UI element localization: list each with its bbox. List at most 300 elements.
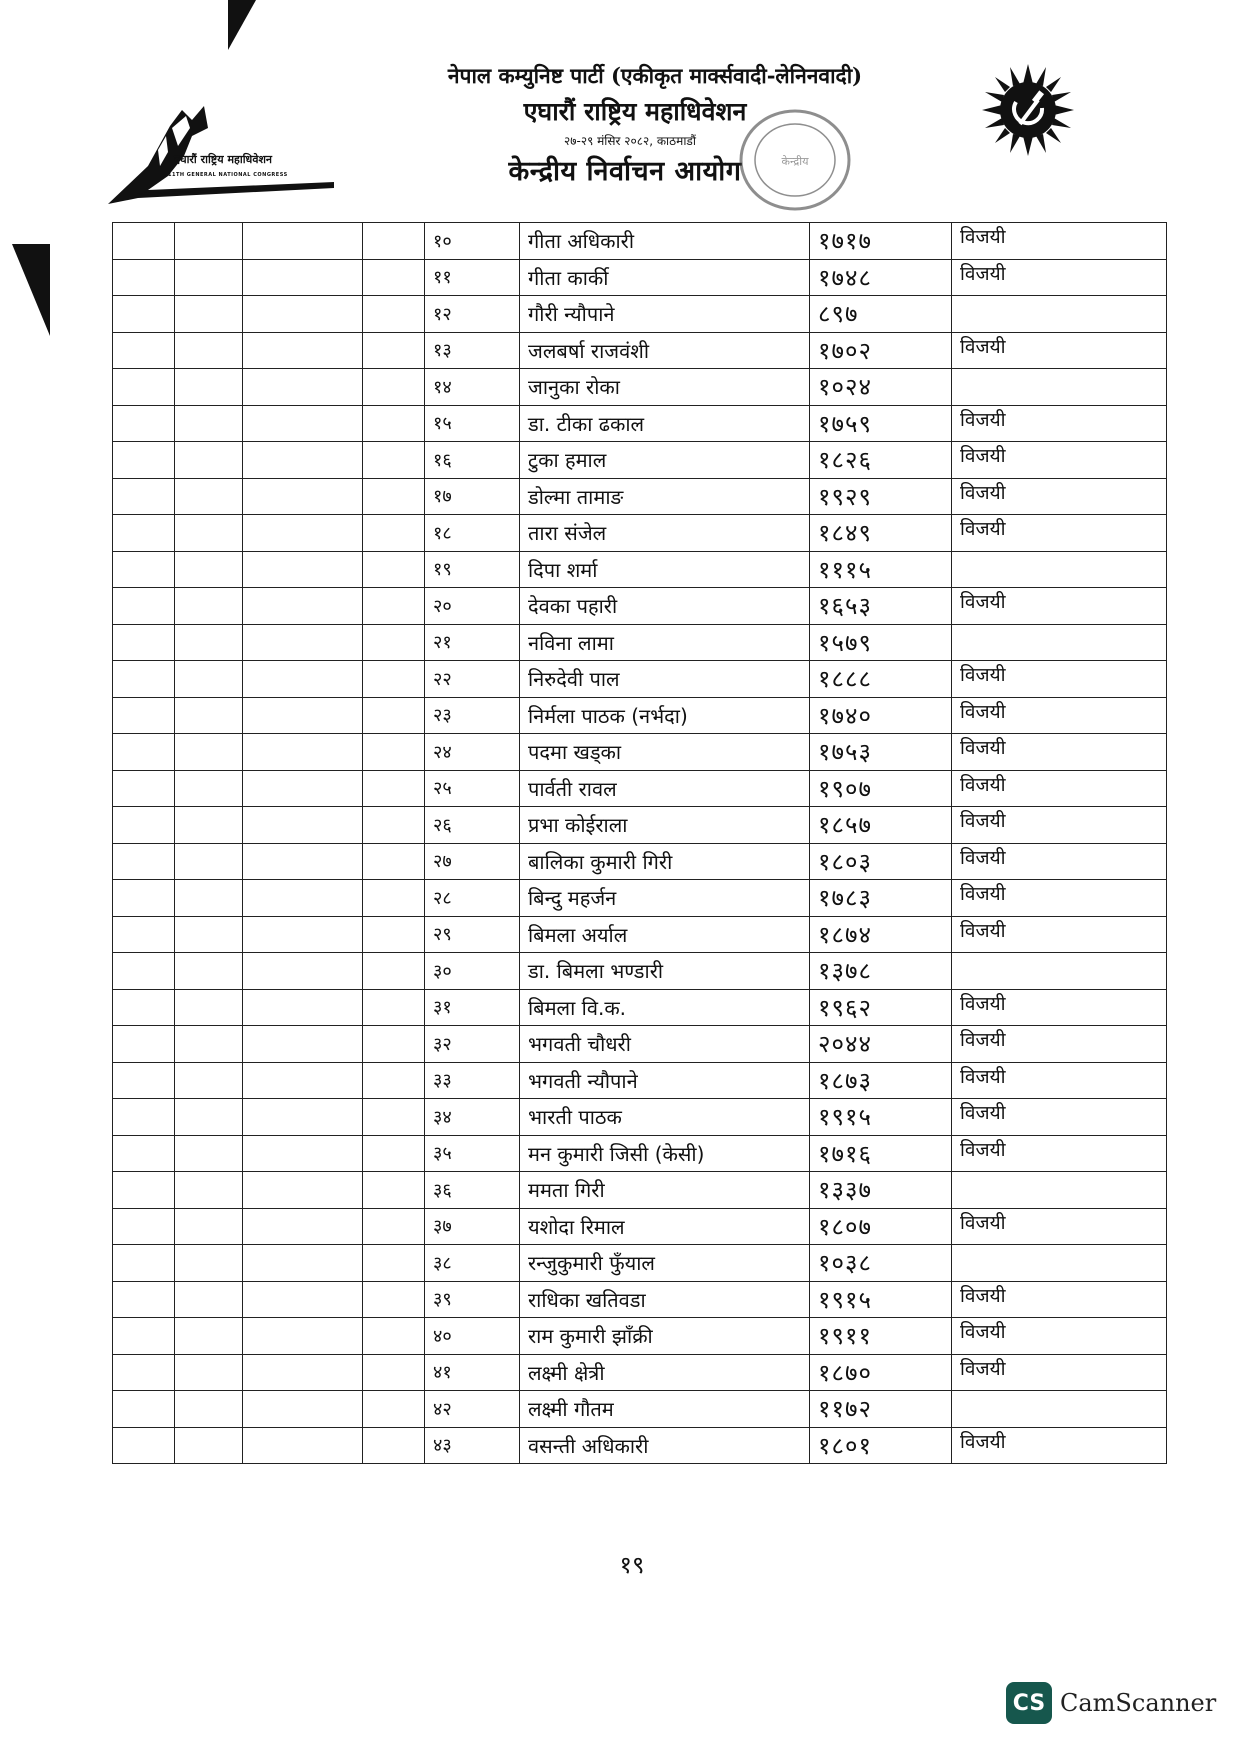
blank-cell bbox=[175, 1281, 243, 1318]
vote-count-cell: १८७० bbox=[810, 1354, 952, 1391]
result-status-cell bbox=[952, 624, 1167, 661]
vote-count-cell: १७५९ bbox=[810, 405, 952, 442]
blank-cell bbox=[363, 1245, 425, 1282]
blank-cell bbox=[363, 1026, 425, 1063]
serial-number-cell: ३६ bbox=[425, 1172, 520, 1209]
candidate-name-cell: लक्ष्मी क्षेत्री bbox=[520, 1354, 810, 1391]
blank-cell bbox=[363, 661, 425, 698]
blank-cell bbox=[243, 953, 363, 990]
serial-number-cell: २८ bbox=[425, 880, 520, 917]
candidate-name-cell: भगवती चौधरी bbox=[520, 1026, 810, 1063]
blank-cell bbox=[363, 624, 425, 661]
blank-cell bbox=[175, 1318, 243, 1355]
result-status-cell bbox=[952, 1172, 1167, 1209]
serial-number-cell: २७ bbox=[425, 843, 520, 880]
vote-count-cell: १११५ bbox=[810, 551, 952, 588]
table-row bbox=[113, 478, 1167, 515]
result-status-cell bbox=[952, 551, 1167, 588]
candidate-name-cell: पार्वती रावल bbox=[520, 770, 810, 807]
blank-cell bbox=[243, 296, 363, 333]
result-status-cell: विजयी bbox=[952, 661, 1167, 698]
blank-cell bbox=[175, 369, 243, 406]
vote-count-cell: १०२४ bbox=[810, 369, 952, 406]
blank-cell bbox=[363, 1135, 425, 1172]
blank-cell bbox=[363, 1391, 425, 1428]
blank-cell bbox=[175, 259, 243, 296]
serial-number-cell: ३४ bbox=[425, 1099, 520, 1136]
table-row bbox=[113, 697, 1167, 734]
blank-cell bbox=[363, 369, 425, 406]
vote-count-cell: १८८८ bbox=[810, 661, 952, 698]
blank-cell bbox=[113, 259, 175, 296]
blank-cell bbox=[175, 624, 243, 661]
serial-number-cell: ३० bbox=[425, 953, 520, 990]
result-status-cell bbox=[952, 369, 1167, 406]
blank-cell bbox=[243, 1099, 363, 1136]
serial-number-cell: ४२ bbox=[425, 1391, 520, 1428]
table-row bbox=[113, 223, 1167, 260]
blank-cell bbox=[363, 588, 425, 625]
result-status-cell: विजयी bbox=[952, 1026, 1167, 1063]
blank-cell bbox=[113, 697, 175, 734]
table-row bbox=[113, 1062, 1167, 1099]
blank-cell bbox=[113, 442, 175, 479]
camscanner-watermark bbox=[1006, 1682, 1216, 1724]
table-row bbox=[113, 661, 1167, 698]
blank-cell bbox=[243, 332, 363, 369]
blank-cell bbox=[243, 1245, 363, 1282]
blank-cell bbox=[363, 697, 425, 734]
result-status-cell: विजयी bbox=[952, 332, 1167, 369]
camscanner-label: CamScanner bbox=[1060, 1689, 1217, 1717]
blank-cell bbox=[363, 1318, 425, 1355]
result-status-cell: विजयी bbox=[952, 223, 1167, 260]
blank-cell bbox=[243, 916, 363, 953]
serial-number-cell: २५ bbox=[425, 770, 520, 807]
serial-number-cell: १६ bbox=[425, 442, 520, 479]
result-status-cell: विजयी bbox=[952, 916, 1167, 953]
table-row bbox=[113, 1318, 1167, 1355]
candidate-name-cell: बिमला अर्याल bbox=[520, 916, 810, 953]
vote-count-cell: १३३७ bbox=[810, 1172, 952, 1209]
table-row bbox=[113, 515, 1167, 552]
serial-number-cell: २१ bbox=[425, 624, 520, 661]
vote-count-cell: १८०३ bbox=[810, 843, 952, 880]
blank-cell bbox=[175, 551, 243, 588]
blank-cell bbox=[363, 880, 425, 917]
blank-cell bbox=[363, 770, 425, 807]
blank-cell bbox=[243, 259, 363, 296]
vote-count-cell: १०३८ bbox=[810, 1245, 952, 1282]
result-status-cell: विजयी bbox=[952, 807, 1167, 844]
candidate-name-cell: निर्मला पाठक (नर्भदा) bbox=[520, 697, 810, 734]
party-emblem bbox=[980, 62, 1076, 158]
result-status-cell: विजयी bbox=[952, 989, 1167, 1026]
result-status-cell: विजयी bbox=[952, 259, 1167, 296]
blank-cell bbox=[113, 1062, 175, 1099]
table-row bbox=[113, 880, 1167, 917]
blank-cell bbox=[243, 1281, 363, 1318]
blank-cell bbox=[113, 734, 175, 771]
blank-cell bbox=[113, 1026, 175, 1063]
serial-number-cell: ११ bbox=[425, 259, 520, 296]
vote-count-cell: १७१७ bbox=[810, 223, 952, 260]
blank-cell bbox=[175, 1208, 243, 1245]
blank-cell bbox=[175, 223, 243, 260]
blank-cell bbox=[113, 1391, 175, 1428]
blank-cell bbox=[243, 989, 363, 1026]
serial-number-cell: ३८ bbox=[425, 1245, 520, 1282]
candidate-name-cell: टुका हमाल bbox=[520, 442, 810, 479]
serial-number-cell: ३१ bbox=[425, 989, 520, 1026]
result-status-cell: विजयी bbox=[952, 1427, 1167, 1464]
blank-cell bbox=[113, 916, 175, 953]
blank-cell bbox=[175, 770, 243, 807]
blank-cell bbox=[175, 405, 243, 442]
serial-number-cell: २६ bbox=[425, 807, 520, 844]
serial-number-cell: १२ bbox=[425, 296, 520, 333]
blank-cell bbox=[113, 478, 175, 515]
blank-cell bbox=[113, 551, 175, 588]
blank-cell bbox=[113, 1318, 175, 1355]
blank-cell bbox=[243, 697, 363, 734]
result-status-cell bbox=[952, 1391, 1167, 1428]
blank-cell bbox=[113, 405, 175, 442]
candidate-name-cell: गीता अधिकारी bbox=[520, 223, 810, 260]
result-status-cell: विजयी bbox=[952, 478, 1167, 515]
blank-cell bbox=[363, 734, 425, 771]
serial-number-cell: १३ bbox=[425, 332, 520, 369]
candidate-name-cell: यशोदा रिमाल bbox=[520, 1208, 810, 1245]
table-row bbox=[113, 1026, 1167, 1063]
blank-cell bbox=[175, 953, 243, 990]
table-row bbox=[113, 770, 1167, 807]
blank-cell bbox=[175, 1427, 243, 1464]
table-row bbox=[113, 369, 1167, 406]
blank-cell bbox=[243, 770, 363, 807]
candidate-name-cell: बिमला वि.क. bbox=[520, 989, 810, 1026]
blank-cell bbox=[175, 478, 243, 515]
serial-number-cell: ४३ bbox=[425, 1427, 520, 1464]
blank-cell bbox=[113, 661, 175, 698]
blank-cell bbox=[113, 880, 175, 917]
table-row bbox=[113, 588, 1167, 625]
blank-cell bbox=[363, 1427, 425, 1464]
table-row bbox=[113, 843, 1167, 880]
table-row bbox=[113, 405, 1167, 442]
table-row bbox=[113, 442, 1167, 479]
candidate-name-cell: ममता गिरी bbox=[520, 1172, 810, 1209]
date-location: २७-२९ मंसिर २०८२, काठमाडौं bbox=[564, 134, 696, 148]
candidate-name-cell: देवका पहारी bbox=[520, 588, 810, 625]
blank-cell bbox=[113, 1245, 175, 1282]
table-row bbox=[113, 296, 1167, 333]
vote-count-cell: १७१६ bbox=[810, 1135, 952, 1172]
result-status-cell: विजयी bbox=[952, 405, 1167, 442]
result-status-cell: विजयी bbox=[952, 1318, 1167, 1355]
blank-cell bbox=[113, 953, 175, 990]
result-status-cell: विजयी bbox=[952, 442, 1167, 479]
table-row bbox=[113, 734, 1167, 771]
blank-cell bbox=[113, 1135, 175, 1172]
party-name: नेपाल कम्युनिष्ट पार्टी (एकीकृत मार्क्सवादी-लेनिनवादी) bbox=[447, 63, 863, 88]
blank-cell bbox=[243, 1208, 363, 1245]
candidate-name-cell: निरुदेवी पाल bbox=[520, 661, 810, 698]
candidate-name-cell: जानुका रोका bbox=[520, 369, 810, 406]
serial-number-cell: २४ bbox=[425, 734, 520, 771]
blank-cell bbox=[363, 843, 425, 880]
blank-cell bbox=[243, 478, 363, 515]
blank-cell bbox=[243, 734, 363, 771]
blank-cell bbox=[175, 588, 243, 625]
blank-cell bbox=[243, 442, 363, 479]
candidate-name-cell: गौरी न्यौपाने bbox=[520, 296, 810, 333]
table-row bbox=[113, 1427, 1167, 1464]
vote-count-cell: १८२६ bbox=[810, 442, 952, 479]
blank-cell bbox=[363, 1099, 425, 1136]
vote-count-cell: १९१५ bbox=[810, 1281, 952, 1318]
result-status-cell bbox=[952, 1245, 1167, 1282]
candidate-name-cell: डा. टीका ढकाल bbox=[520, 405, 810, 442]
serial-number-cell: ३३ bbox=[425, 1062, 520, 1099]
vote-count-cell: १९६२ bbox=[810, 989, 952, 1026]
scan-edge-shadow-left bbox=[12, 244, 50, 336]
serial-number-cell: ३५ bbox=[425, 1135, 520, 1172]
candidate-name-cell: मन कुमारी जिसी (केसी) bbox=[520, 1135, 810, 1172]
blank-cell bbox=[175, 1026, 243, 1063]
blank-cell bbox=[243, 1391, 363, 1428]
blank-cell bbox=[175, 1172, 243, 1209]
result-status-cell: विजयी bbox=[952, 588, 1167, 625]
vote-count-cell: १८७४ bbox=[810, 916, 952, 953]
blank-cell bbox=[243, 807, 363, 844]
candidate-name-cell: पदमा खड्का bbox=[520, 734, 810, 771]
blank-cell bbox=[175, 661, 243, 698]
commission-title: केन्द्रीय निर्वाचन आयोग bbox=[508, 156, 742, 187]
table-row bbox=[113, 1391, 1167, 1428]
blank-cell bbox=[363, 332, 425, 369]
result-status-cell: विजयी bbox=[952, 697, 1167, 734]
blank-cell bbox=[243, 1427, 363, 1464]
result-status-cell: विजयी bbox=[952, 1099, 1167, 1136]
blank-cell bbox=[113, 1281, 175, 1318]
serial-number-cell: ४१ bbox=[425, 1354, 520, 1391]
serial-number-cell: १४ bbox=[425, 369, 520, 406]
blank-cell bbox=[363, 1281, 425, 1318]
table-row bbox=[113, 1208, 1167, 1245]
blank-cell bbox=[113, 624, 175, 661]
blank-cell bbox=[175, 989, 243, 1026]
blank-cell bbox=[175, 1391, 243, 1428]
vote-count-cell: १९२९ bbox=[810, 478, 952, 515]
table-row bbox=[113, 1354, 1167, 1391]
logo-subtitle: 11TH GENERAL NATIONAL CONGRESS bbox=[168, 172, 288, 178]
blank-cell bbox=[363, 1062, 425, 1099]
candidate-name-cell: नविना लामा bbox=[520, 624, 810, 661]
serial-number-cell: ३२ bbox=[425, 1026, 520, 1063]
table-row bbox=[113, 807, 1167, 844]
blank-cell bbox=[113, 843, 175, 880]
result-status-cell bbox=[952, 953, 1167, 990]
blank-cell bbox=[243, 1062, 363, 1099]
candidate-name-cell: रन्जुकुमारी फुँयाल bbox=[520, 1245, 810, 1282]
blank-cell bbox=[175, 697, 243, 734]
blank-cell bbox=[363, 515, 425, 552]
blank-cell bbox=[243, 1318, 363, 1355]
result-status-cell: विजयी bbox=[952, 1062, 1167, 1099]
vote-count-cell: १७०२ bbox=[810, 332, 952, 369]
blank-cell bbox=[363, 442, 425, 479]
blank-cell bbox=[363, 551, 425, 588]
hammer-sickle-sun-icon bbox=[980, 62, 1076, 158]
blank-cell bbox=[113, 989, 175, 1026]
blank-cell bbox=[175, 1354, 243, 1391]
candidate-name-cell: प्रभा कोईराला bbox=[520, 807, 810, 844]
blank-cell bbox=[243, 880, 363, 917]
blank-cell bbox=[175, 1062, 243, 1099]
serial-number-cell: १९ bbox=[425, 551, 520, 588]
candidate-name-cell: गीता कार्की bbox=[520, 259, 810, 296]
table-row bbox=[113, 989, 1167, 1026]
blank-cell bbox=[175, 1099, 243, 1136]
blank-cell bbox=[243, 588, 363, 625]
logo-title: एघारौं राष्ट्रिय महाधिवेशन bbox=[174, 153, 273, 166]
serial-number-cell: २३ bbox=[425, 697, 520, 734]
blank-cell bbox=[175, 515, 243, 552]
blank-cell bbox=[363, 953, 425, 990]
blank-cell bbox=[243, 1026, 363, 1063]
vote-count-cell: १३७८ bbox=[810, 953, 952, 990]
blank-cell bbox=[363, 296, 425, 333]
result-status-cell: विजयी bbox=[952, 770, 1167, 807]
table-row bbox=[113, 551, 1167, 588]
candidate-name-cell: राधिका खतिवडा bbox=[520, 1281, 810, 1318]
blank-cell bbox=[243, 223, 363, 260]
blank-cell bbox=[175, 807, 243, 844]
blank-cell bbox=[113, 1427, 175, 1464]
candidate-name-cell: भगवती न्यौपाने bbox=[520, 1062, 810, 1099]
result-status-cell: विजयी bbox=[952, 843, 1167, 880]
candidate-name-cell: डोल्मा तामाङ bbox=[520, 478, 810, 515]
blank-cell bbox=[175, 916, 243, 953]
vote-count-cell: १७५३ bbox=[810, 734, 952, 771]
blank-cell bbox=[175, 1245, 243, 1282]
vote-count-cell: १७४८ bbox=[810, 259, 952, 296]
table-row bbox=[113, 1135, 1167, 1172]
table-row bbox=[113, 1172, 1167, 1209]
table-row bbox=[113, 259, 1167, 296]
vote-count-cell: १९०७ bbox=[810, 770, 952, 807]
candidate-name-cell: डा. बिमला भण्डारी bbox=[520, 953, 810, 990]
vote-count-cell: १८४९ bbox=[810, 515, 952, 552]
blank-cell bbox=[243, 1354, 363, 1391]
vote-count-cell: १५७९ bbox=[810, 624, 952, 661]
blank-cell bbox=[243, 515, 363, 552]
result-status-cell bbox=[952, 296, 1167, 333]
table-row bbox=[113, 1245, 1167, 1282]
vote-count-cell: १७८३ bbox=[810, 880, 952, 917]
blank-cell bbox=[175, 442, 243, 479]
blank-cell bbox=[363, 916, 425, 953]
serial-number-cell: ४० bbox=[425, 1318, 520, 1355]
blank-cell bbox=[243, 1172, 363, 1209]
blank-cell bbox=[175, 880, 243, 917]
vote-count-cell: १८०७ bbox=[810, 1208, 952, 1245]
blank-cell bbox=[363, 1172, 425, 1209]
blank-cell bbox=[113, 1172, 175, 1209]
table-row bbox=[113, 916, 1167, 953]
table-row bbox=[113, 1099, 1167, 1136]
blank-cell bbox=[113, 588, 175, 625]
blank-cell bbox=[363, 223, 425, 260]
blank-cell bbox=[113, 1099, 175, 1136]
blank-cell bbox=[113, 332, 175, 369]
vote-count-cell: २०४४ bbox=[810, 1026, 952, 1063]
blank-cell bbox=[243, 661, 363, 698]
vote-count-cell: १६५३ bbox=[810, 588, 952, 625]
blank-cell bbox=[243, 1135, 363, 1172]
serial-number-cell: १७ bbox=[425, 478, 520, 515]
serial-number-cell: २० bbox=[425, 588, 520, 625]
blank-cell bbox=[243, 369, 363, 406]
stamp-seal-icon bbox=[738, 108, 852, 212]
blank-cell bbox=[175, 734, 243, 771]
candidate-name-cell: वसन्ती अधिकारी bbox=[520, 1427, 810, 1464]
blank-cell bbox=[363, 807, 425, 844]
blank-cell bbox=[363, 405, 425, 442]
result-status-cell: विजयी bbox=[952, 880, 1167, 917]
vote-count-cell: १८५७ bbox=[810, 807, 952, 844]
camscanner-logo-icon: CS bbox=[1006, 1682, 1052, 1724]
blank-cell bbox=[363, 259, 425, 296]
svg-text:केन्द्रीय: केन्द्रीय bbox=[781, 155, 809, 168]
serial-number-cell: १० bbox=[425, 223, 520, 260]
blank-cell bbox=[113, 223, 175, 260]
serial-number-cell: २९ bbox=[425, 916, 520, 953]
blank-cell bbox=[175, 843, 243, 880]
page-number: १९ bbox=[619, 1551, 645, 1579]
candidate-name-cell: दिपा शर्मा bbox=[520, 551, 810, 588]
blank-cell bbox=[113, 770, 175, 807]
blank-cell bbox=[113, 296, 175, 333]
blank-cell bbox=[243, 843, 363, 880]
result-status-cell: विजयी bbox=[952, 1354, 1167, 1391]
blank-cell bbox=[175, 332, 243, 369]
blank-cell bbox=[113, 369, 175, 406]
blank-cell bbox=[113, 1208, 175, 1245]
blank-cell bbox=[175, 1135, 243, 1172]
blank-cell bbox=[243, 624, 363, 661]
results-table bbox=[112, 222, 1166, 1464]
table-row bbox=[113, 332, 1167, 369]
blank-cell bbox=[363, 478, 425, 515]
candidate-name-cell: बालिका कुमारी गिरी bbox=[520, 843, 810, 880]
table-row bbox=[113, 953, 1167, 990]
serial-number-cell: ३९ bbox=[425, 1281, 520, 1318]
congress-title: एघारौं राष्ट्रिय महाधिवेशन bbox=[523, 97, 747, 126]
blank-cell bbox=[243, 405, 363, 442]
serial-number-cell: १५ bbox=[425, 405, 520, 442]
serial-number-cell: ३७ bbox=[425, 1208, 520, 1245]
result-status-cell: विजयी bbox=[952, 734, 1167, 771]
blank-cell bbox=[243, 551, 363, 588]
blank-cell bbox=[363, 989, 425, 1026]
result-status-cell: विजयी bbox=[952, 515, 1167, 552]
vote-count-cell: १८७३ bbox=[810, 1062, 952, 1099]
vote-count-cell: १९१५ bbox=[810, 1099, 952, 1136]
vote-count-cell: १९११ bbox=[810, 1318, 952, 1355]
result-status-cell: विजयी bbox=[952, 1281, 1167, 1318]
